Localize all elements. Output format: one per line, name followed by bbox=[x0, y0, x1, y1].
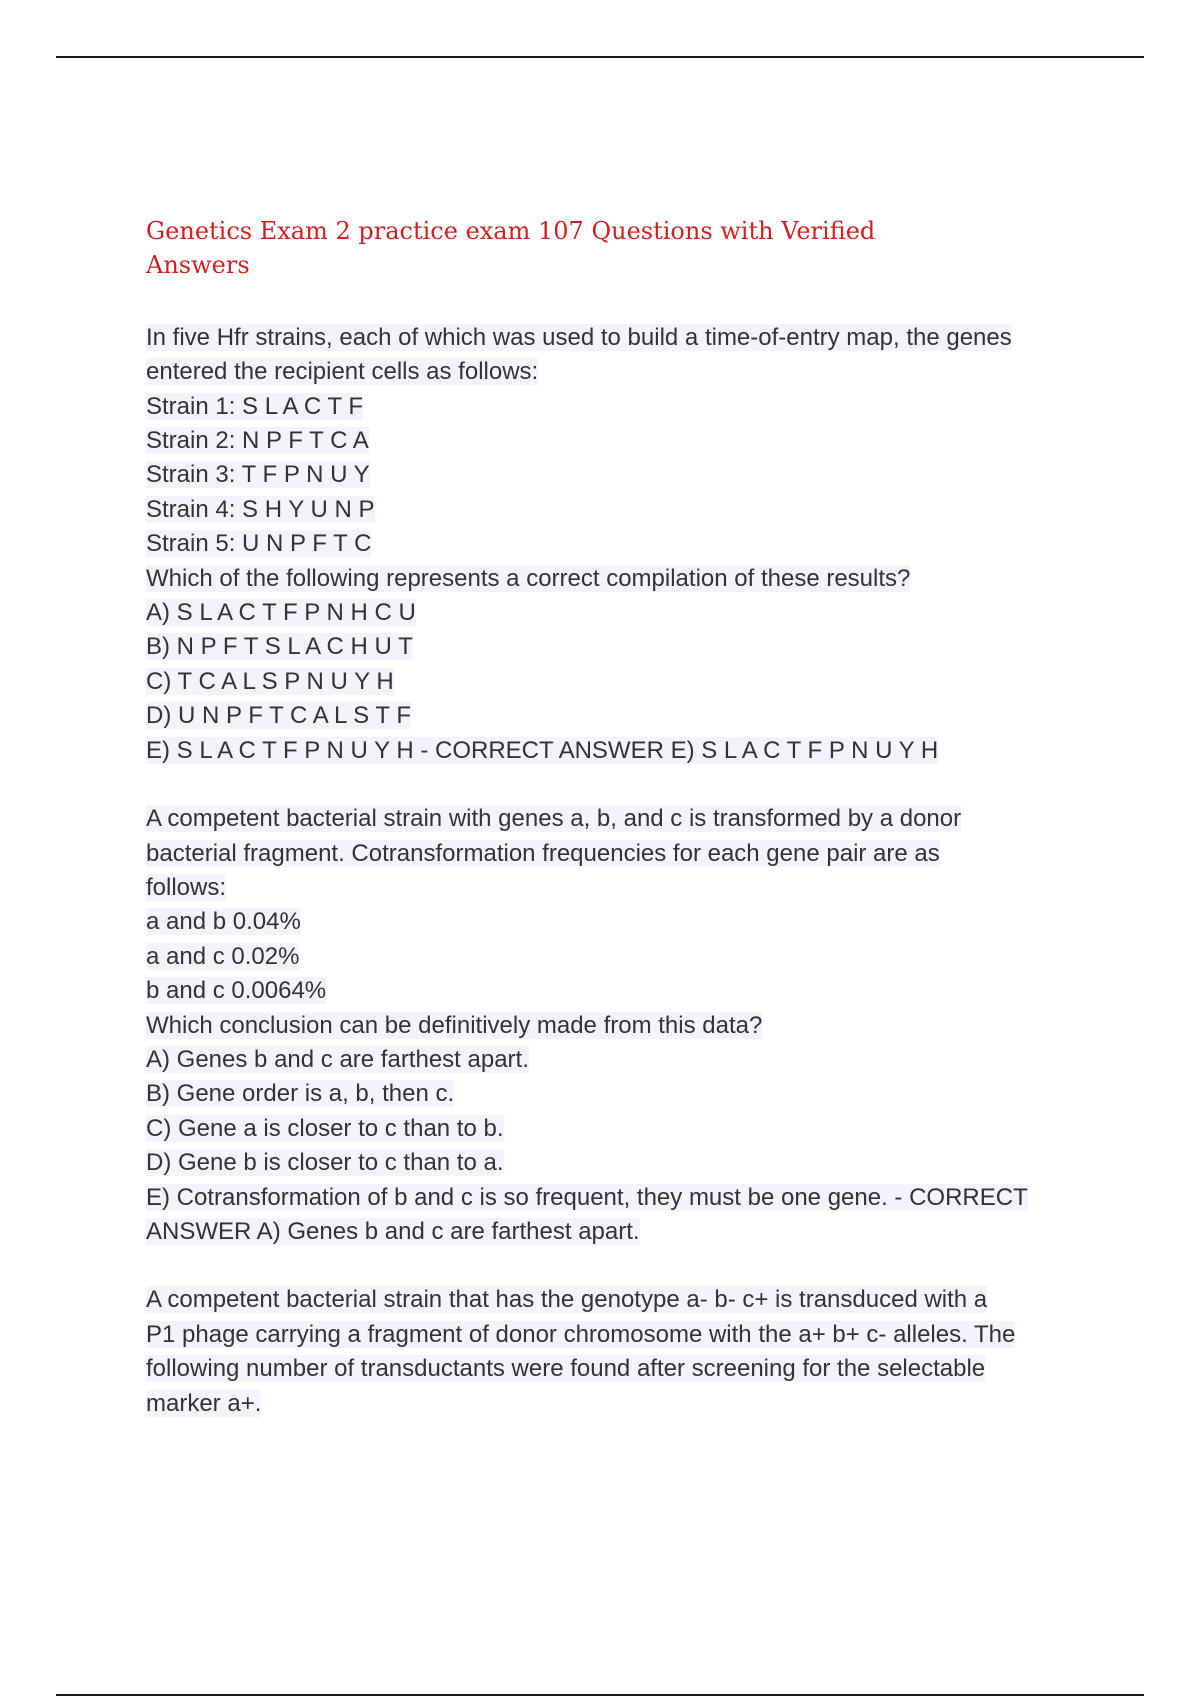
answer-option: A) Genes b and c are farthest apart. bbox=[146, 1045, 529, 1073]
document-body bbox=[146, 214, 1086, 1455]
document-title bbox=[146, 214, 1086, 283]
question-transduction bbox=[146, 1283, 1086, 1421]
header-rule bbox=[56, 56, 1144, 58]
answer-option: B) Gene order is a, b, then c. bbox=[146, 1080, 455, 1108]
question-line: following number of transductants were found after screening for the selectable bbox=[146, 1355, 986, 1383]
question-line: P1 phage carrying a fragment of donor chromosome with the a+ b+ c- alleles. The bbox=[146, 1320, 1016, 1348]
frequency-line: a and b 0.04% bbox=[146, 908, 301, 936]
answer-option: E) Cotransformation of b and c is so frequent, they must be one gene. - CORRECT bbox=[146, 1183, 1028, 1211]
title-line: Answers bbox=[146, 251, 250, 280]
strain-line: Strain 3: T F P N U Y bbox=[146, 461, 370, 489]
footer-rule bbox=[56, 1694, 1144, 1696]
answer-option-correct: E) S L A C T F P N U Y H - CORRECT ANSWER E) S L A C T F P N U Y H bbox=[146, 736, 939, 764]
title-line: Genetics Exam 2 practice exam 107 Questions with Verified bbox=[146, 217, 876, 245]
question-line: marker a+. bbox=[146, 1389, 262, 1417]
answer-option: C) Gene a is closer to c than to b. bbox=[146, 1114, 504, 1142]
question-line: follows: bbox=[146, 873, 227, 901]
strain-line: Strain 4: S H Y U N P bbox=[146, 495, 375, 523]
strain-line: Strain 1: S L A C T F bbox=[146, 392, 363, 420]
answer-option: B) N P F T S L A C H U T bbox=[146, 633, 413, 661]
question-line: A competent bacterial strain that has the genotype a- b- c+ is transduced with a bbox=[146, 1286, 988, 1314]
frequency-line: a and c 0.02% bbox=[146, 942, 300, 970]
answer-option: A) S L A C T F P N H C U bbox=[146, 599, 416, 627]
answer-option: C) T C A L S P N U Y H bbox=[146, 667, 394, 695]
question-line: bacterial fragment. Cotransformation frequencies for each gene pair are as bbox=[146, 839, 940, 867]
answer-option-correct: ANSWER A) Genes b and c are farthest apart. bbox=[146, 1217, 640, 1245]
question-line: entered the recipient cells as follows: bbox=[146, 358, 539, 386]
answer-option: D) Gene b is closer to c than to a. bbox=[146, 1149, 504, 1177]
question-prompt: Which conclusion can be definitively made from this data? bbox=[146, 1011, 763, 1039]
question-line: A competent bacterial strain with genes a, b, and c is transformed by a donor bbox=[146, 805, 962, 833]
question-line: In five Hfr strains, each of which was used to build a time-of-entry map, the genes bbox=[146, 323, 1012, 351]
question-cotransformation bbox=[146, 802, 1086, 1249]
question-prompt: Which of the following represents a correct compilation of these results? bbox=[146, 564, 911, 592]
strain-line: Strain 5: U N P F T C bbox=[146, 530, 372, 558]
strain-line: Strain 2: N P F T C A bbox=[146, 427, 369, 455]
answer-option: D) U N P F T C A L S T F bbox=[146, 702, 411, 730]
question-hfr-strains bbox=[146, 321, 1086, 768]
frequency-line: b and c 0.0064% bbox=[146, 977, 327, 1005]
